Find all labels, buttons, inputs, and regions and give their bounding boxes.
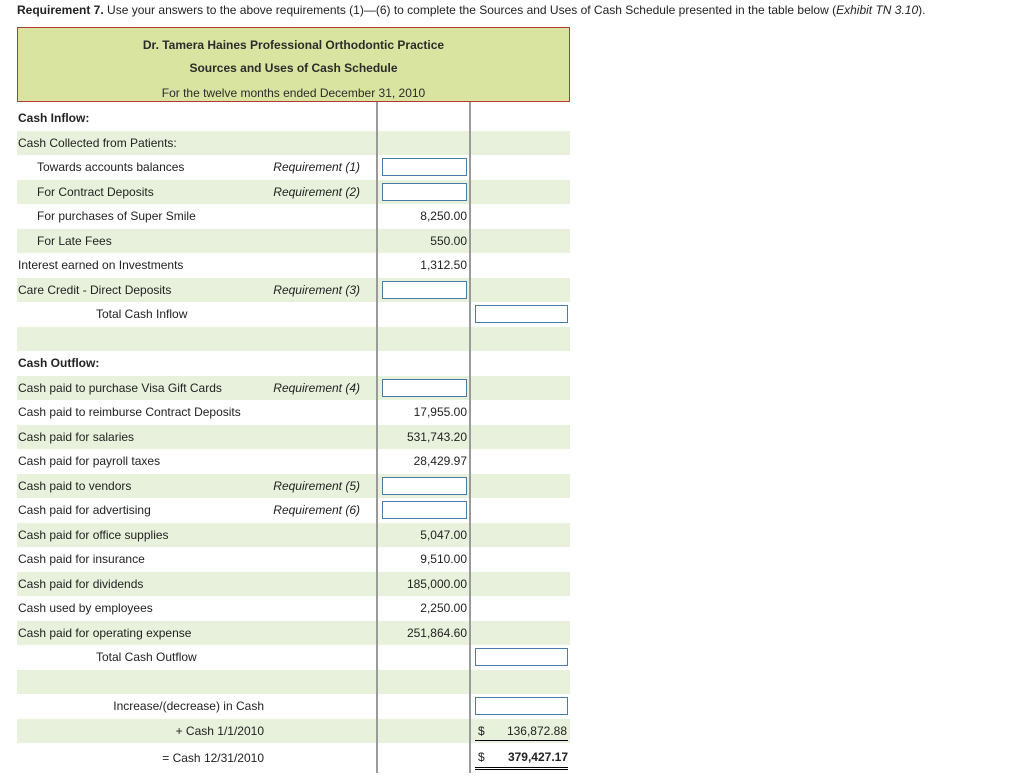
schedule-row xyxy=(17,131,570,156)
requirement-note: Requirement (6) xyxy=(273,503,360,517)
row-label: Cash used by employees xyxy=(18,601,153,615)
schedule-row xyxy=(17,449,570,474)
row-label: Cash paid for salaries xyxy=(18,429,135,444)
amount-value: 251,864.60 xyxy=(406,625,467,640)
amount-cell xyxy=(378,204,469,229)
schedule-row xyxy=(17,155,570,180)
row-label: Cash Collected from Patients: xyxy=(18,135,177,150)
amount-cell xyxy=(378,253,469,278)
row-label: Total Cash Inflow xyxy=(96,307,188,321)
requirement-label: Requirement 7. xyxy=(17,3,104,17)
increase-decrease-cash-input[interactable] xyxy=(475,697,568,715)
row-label: Towards accounts balances xyxy=(37,160,185,174)
schedule-row xyxy=(17,180,570,205)
amount-value: 5,047.00 xyxy=(420,527,467,542)
total-cash-outflow-row xyxy=(17,645,570,670)
practice-title: Dr. Tamera Haines Professional Orthodontic Practice xyxy=(142,38,445,52)
requirement-5-input[interactable] xyxy=(382,477,467,495)
schedule-row xyxy=(17,376,570,401)
row-label: Cash paid for operating expense xyxy=(18,625,192,640)
total-cell xyxy=(471,302,570,327)
blank-row xyxy=(17,327,570,352)
amount-cell xyxy=(378,278,469,303)
total-cell xyxy=(471,743,570,773)
amount-cell xyxy=(378,180,469,205)
amount-value: 28,429.97 xyxy=(413,454,467,468)
row-label: Cash paid for advertising xyxy=(18,503,151,517)
amount-value: 9,510.00 xyxy=(420,552,467,566)
schedule-row xyxy=(17,425,570,450)
blank-row xyxy=(17,670,570,695)
schedule-row xyxy=(17,474,570,499)
requirement-3-input[interactable] xyxy=(382,281,467,299)
sum-underline xyxy=(475,740,568,741)
row-label: For purchases of Super Smile xyxy=(37,209,196,223)
amount-cell xyxy=(378,596,469,621)
schedule-row xyxy=(17,572,570,597)
total-cash-outflow-input[interactable] xyxy=(475,648,568,666)
currency-symbol: $ xyxy=(478,750,485,764)
cash-outflow-heading-row xyxy=(17,351,570,376)
row-label: Care Credit - Direct Deposits xyxy=(18,282,172,297)
amount-cell xyxy=(378,547,469,572)
schedule-row xyxy=(17,523,570,548)
schedule-row xyxy=(17,400,570,425)
row-label: Total Cash Outflow xyxy=(96,650,197,664)
row-label: = Cash 12/31/2010 xyxy=(162,751,264,765)
row-label: For Late Fees xyxy=(37,233,112,248)
amount-cell xyxy=(378,449,469,474)
ending-cash-row xyxy=(17,743,570,773)
requirement-note: Requirement (4) xyxy=(273,380,360,395)
schedule-row xyxy=(17,229,570,254)
amount-cell xyxy=(378,425,469,450)
currency-symbol: $ xyxy=(478,723,485,738)
ending-cash-total xyxy=(475,747,568,770)
cash-inflow-heading-row xyxy=(17,106,570,131)
requirement-note: Requirement (2) xyxy=(273,184,360,199)
beginning-cash-row xyxy=(17,719,570,744)
row-label: + Cash 1/1/2010 xyxy=(175,723,264,738)
requirement-6-input[interactable] xyxy=(382,501,467,519)
amount-value: 550.00 xyxy=(430,233,467,248)
row-label: Increase/(decrease) in Cash xyxy=(113,699,264,713)
row-label: Cash paid for payroll taxes xyxy=(18,454,161,468)
row-label: Interest earned on Investments xyxy=(18,258,184,272)
requirement-instructions xyxy=(17,3,925,17)
total-cell xyxy=(471,719,570,744)
row-label: Cash paid to reimburse Contract Deposits xyxy=(18,405,241,419)
amount-cell xyxy=(378,498,469,523)
amount-value: 1,312.50 xyxy=(420,258,467,272)
amount-cell xyxy=(378,155,469,180)
increase-decrease-row xyxy=(17,694,570,719)
amount-value: 185,000.00 xyxy=(406,576,467,591)
amount-cell xyxy=(378,523,469,548)
schedule-row xyxy=(17,547,570,572)
requirement-text-end: ). xyxy=(918,3,926,17)
schedule-header xyxy=(17,27,570,102)
schedule-row xyxy=(17,621,570,646)
total-cash-inflow-row xyxy=(17,302,570,327)
row-label: Cash paid for insurance xyxy=(18,552,145,566)
row-label: Cash paid for dividends xyxy=(18,576,144,591)
requirement-1-input[interactable] xyxy=(382,158,467,176)
amount-cell xyxy=(378,376,469,401)
amount-cell xyxy=(378,621,469,646)
requirement-text: Use your answers to the above requirements (1)—(6) to complete the Sources and Uses of Cash Schedule presented in the table below ( xyxy=(103,3,837,17)
total-cell xyxy=(471,645,570,670)
column-divider xyxy=(376,102,378,773)
amount-value: 8,250.00 xyxy=(420,209,467,223)
column-divider xyxy=(469,102,471,773)
amount-value: 531,743.20 xyxy=(406,429,467,444)
requirement-4-input[interactable] xyxy=(382,379,467,397)
row-label: Cash paid for office supplies xyxy=(18,527,169,542)
cash-inflow-heading: Cash Inflow: xyxy=(18,111,90,125)
amount-cell xyxy=(378,572,469,597)
total-cash-inflow-input[interactable] xyxy=(475,305,568,323)
cash-outflow-heading: Cash Outflow: xyxy=(18,356,100,370)
cash-schedule-table xyxy=(17,102,570,773)
amount-cell xyxy=(378,400,469,425)
requirement-2-input[interactable] xyxy=(382,183,467,201)
schedule-rows xyxy=(17,106,570,773)
schedule-period: For the twelve months ended December 31, 2010 xyxy=(161,86,426,100)
schedule-title: Sources and Uses of Cash Schedule xyxy=(189,61,398,75)
ending-cash-value: 379,427.17 xyxy=(507,750,568,764)
requirement-note: Requirement (5) xyxy=(273,478,360,493)
schedule-row xyxy=(17,498,570,523)
amount-value: 2,250.00 xyxy=(420,601,467,615)
amount-value: 17,955.00 xyxy=(413,405,467,419)
exhibit-reference: Exhibit TN 3.10 xyxy=(836,3,919,17)
schedule-row xyxy=(17,278,570,303)
row-label: Cash paid to purchase Visa Gift Cards xyxy=(18,380,222,395)
total-cell xyxy=(471,694,570,719)
schedule-row xyxy=(17,253,570,278)
row-label: Cash paid to vendors xyxy=(18,478,132,493)
requirement-note: Requirement (3) xyxy=(273,282,360,297)
amount-cell xyxy=(378,474,469,499)
amount-cell xyxy=(378,229,469,254)
schedule-row xyxy=(17,596,570,621)
beginning-cash-value: 136,872.88 xyxy=(506,723,567,738)
requirement-note: Requirement (1) xyxy=(273,160,360,174)
row-label: For Contract Deposits xyxy=(37,184,154,199)
schedule-row xyxy=(17,204,570,229)
